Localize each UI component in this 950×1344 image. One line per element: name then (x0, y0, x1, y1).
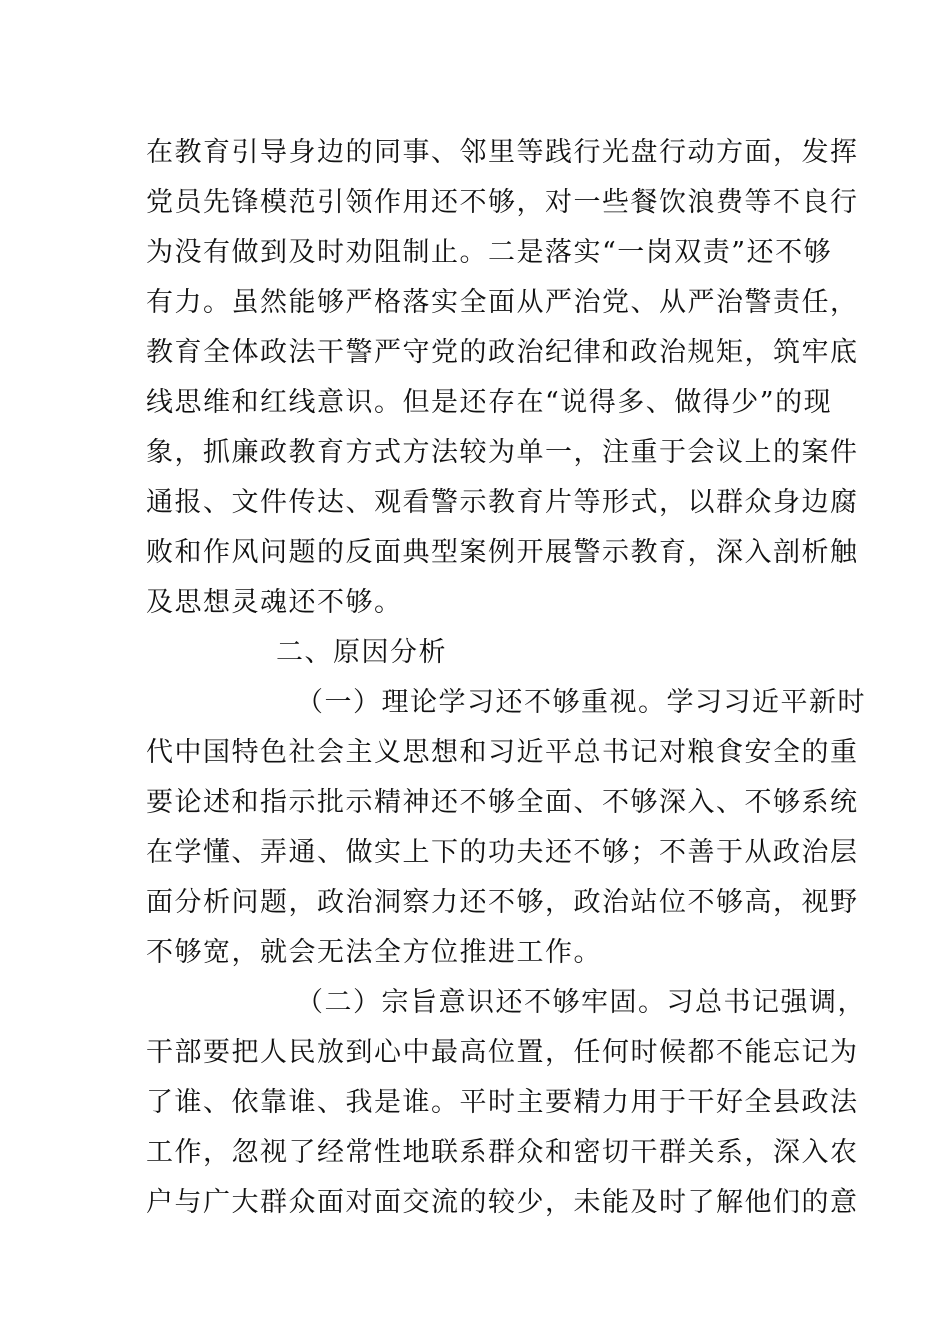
text-line: 代中国特色社会主义思想和习近平总书记对粮食安全的重 (146, 737, 859, 768)
text-line: 党员先锋模范引领作用还不够，对一些餐饮浪费等不良行 (146, 187, 859, 218)
text-line: 干部要把人民放到心中最高位置，任何时候都不能忘记为 (146, 1037, 859, 1068)
text-line: 通报、文件传达、观看警示教育片等形式，以群众身边腐 (146, 487, 859, 518)
subsection-heading: （二）宗旨意识还不够牢固。习总书记强调， (296, 987, 866, 1018)
body-text (146, 128, 866, 1228)
text-line: 在教育引导身边的同事、邻里等践行光盘行动方面，发挥 (146, 137, 859, 168)
text-line: 要论述和指示批示精神还不够全面、不够深入、不够系统 (146, 787, 859, 818)
text-line: 及思想灵魂还不够。 (146, 587, 403, 618)
text-line: 败和作风问题的反面典型案例开展警示教育，深入剖析触 (146, 537, 859, 568)
text-line: 线思维和红线意识。但是还存在“说得多、做得少”的现 (146, 387, 833, 418)
text-line: 教育全体政法干警严守党的政治纪律和政治规矩，筑牢底 (146, 337, 859, 368)
text-line: 不够宽，就会无法全方位推进工作。 (146, 937, 602, 968)
text-line: 在学懂、弄通、做实上下的功夫还不够；不善于从政治层 (146, 837, 859, 868)
subsection-heading: （一）理论学习还不够重视。学习习近平新时 (296, 687, 866, 718)
text-line: 为没有做到及时劝阻制止。二是落实“一岗双责”还不够 (146, 237, 833, 268)
section-heading: 二、原因分析 (276, 637, 447, 668)
text-line: 工作，忽视了经常性地联系群众和密切干群关系，深入农 (146, 1137, 859, 1168)
text-line: 了谁、依靠谁、我是谁。平时主要精力用于干好全县政法 (146, 1087, 859, 1118)
text-line: 象，抓廉政教育方式方法较为单一，注重于会议上的案件 (146, 437, 859, 468)
text-line: 有力。虽然能够严格落实全面从严治党、从严治警责任， (146, 287, 859, 318)
text-line: 面分析问题，政治洞察力还不够，政治站位不够高，视野 (146, 887, 859, 918)
text-line: 户与广大群众面对面交流的较少，未能及时了解他们的意 (146, 1187, 859, 1218)
